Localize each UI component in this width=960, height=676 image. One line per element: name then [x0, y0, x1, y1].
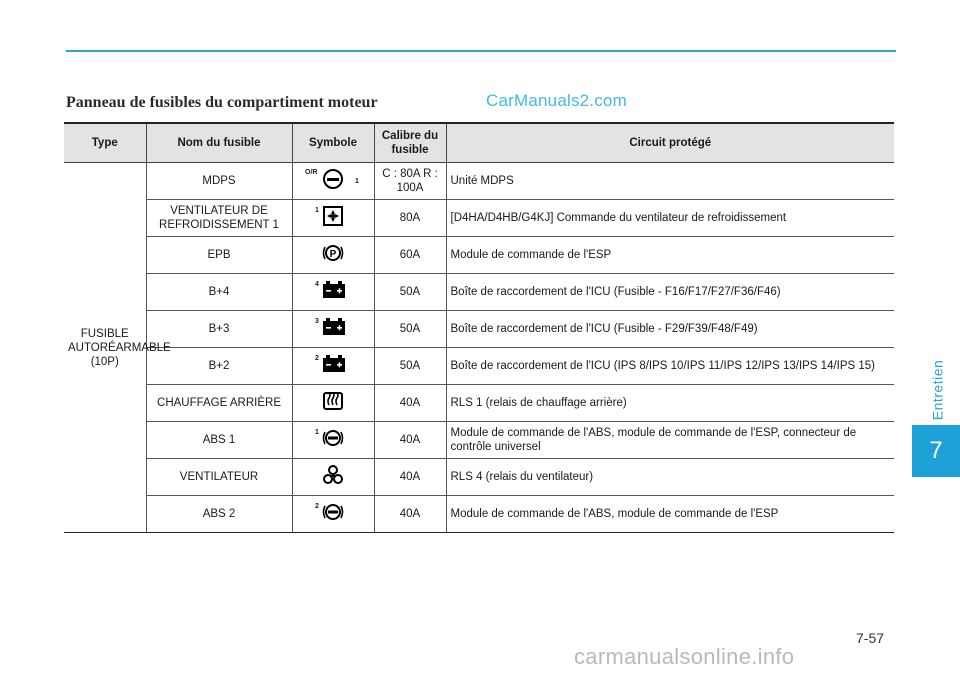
symbol-cell — [292, 163, 374, 200]
symbol-cell — [292, 459, 374, 496]
header-rating: Calibre du fusible — [374, 123, 446, 163]
fuse-name: B+3 — [146, 311, 292, 348]
fuse-circuit: Boîte de raccordement de l'ICU (IPS 8/IPS 10/IPS 11/IPS 12/IPS 13/IPS 14/IPS 15) — [446, 348, 894, 385]
table-row — [64, 311, 894, 348]
fuse-rating: 40A — [374, 385, 446, 422]
battery-icon — [322, 279, 346, 301]
table-row — [64, 496, 894, 533]
fuse-circuit: Module de commande de l'ESP — [446, 237, 894, 274]
fuse-circuit: Module de commande de l'ABS, module de commande de l'ESP, connecteur de contrôle universel — [446, 422, 894, 459]
symbol-cell — [292, 496, 374, 533]
type-cell: FUSIBLE AUTORÉARMABLE (10P) — [64, 163, 146, 533]
fuse-circuit: Boîte de raccordement de l'ICU (Fusible - F16/F17/F27/F36/F46) — [446, 274, 894, 311]
symbol-prefix: 3 — [315, 318, 319, 325]
symbol-prefix: 4 — [315, 281, 319, 288]
fuse-rating: C : 80A R : 100A — [374, 163, 446, 200]
fuse-rating: 60A — [374, 237, 446, 274]
fuse-circuit: Boîte de raccordement de l'ICU (Fusible - F29/F39/F48/F49) — [446, 311, 894, 348]
header-circuit: Circuit protégé — [446, 123, 894, 163]
side-label-text: Entretien — [929, 359, 946, 421]
footer-watermark: carmanualsonline.info — [574, 644, 795, 669]
fuse-circuit: [D4HA/D4HB/G4KJ] Commande du ventilateur de refroidissement — [446, 200, 894, 237]
battery-icon — [322, 353, 346, 375]
side-label — [922, 360, 952, 420]
symbol-cell — [292, 311, 374, 348]
page-number: 7-57 — [856, 630, 885, 646]
symbol-suffix: 1 — [355, 178, 359, 185]
table-row — [64, 422, 894, 459]
fuse-rating: 40A — [374, 459, 446, 496]
watermark: CarManuals2.com — [486, 91, 627, 110]
abs-icon — [322, 427, 344, 449]
table-row — [64, 385, 894, 422]
symbol-prefix: 2 — [315, 355, 319, 362]
fuse-table — [64, 122, 894, 533]
table-row — [64, 237, 894, 274]
table-row — [64, 200, 894, 237]
fuse-name: ABS 1 — [146, 422, 292, 459]
fuse-name: VENTILATEUR DE REFROIDISSEMENT 1 — [146, 200, 292, 237]
fuse-circuit: RLS 4 (relais du ventilateur) — [446, 459, 894, 496]
chapter-number: 7 — [912, 425, 960, 477]
symbol-cell — [292, 237, 374, 274]
fuse-name: B+4 — [146, 274, 292, 311]
fan-icon — [322, 464, 344, 486]
fuse-rating: 40A — [374, 496, 446, 533]
header-name: Nom du fusible — [146, 123, 292, 163]
section-title: Panneau de fusibles du compartiment moteur — [66, 94, 378, 111]
table-header-row — [64, 123, 894, 163]
fuse-rating: 50A — [374, 274, 446, 311]
header-type: Type — [64, 123, 146, 163]
symbol-prefix: 1 — [315, 207, 319, 214]
fuse-table-body — [64, 163, 894, 533]
epb-icon — [322, 242, 344, 264]
svg-text:P: P — [329, 249, 337, 260]
fuse-name: ABS 2 — [146, 496, 292, 533]
symbol-cell — [292, 385, 374, 422]
fuse-rating: 80A — [374, 200, 446, 237]
fuse-name: VENTILATEUR — [146, 459, 292, 496]
table-row — [64, 163, 894, 200]
battery-icon — [322, 316, 346, 338]
top-rule — [66, 50, 896, 52]
table-row — [64, 459, 894, 496]
fuse-name: CHAUFFAGE ARRIÈRE — [146, 385, 292, 422]
cooling-fan-icon — [322, 205, 344, 227]
fuse-rating: 50A — [374, 348, 446, 385]
symbol-cell — [292, 200, 374, 237]
fuse-name: B+2 — [146, 348, 292, 385]
fuse-name: EPB — [146, 237, 292, 274]
symbol-prefix: 2 — [315, 503, 319, 510]
fuse-circuit: RLS 1 (relais de chauffage arrière) — [446, 385, 894, 422]
fuse-name: MDPS — [146, 163, 292, 200]
abs-icon — [322, 501, 344, 523]
symbol-cell — [292, 274, 374, 311]
rear-defrost-icon — [322, 390, 344, 412]
symbol-cell — [292, 348, 374, 385]
header-symbol: Symbole — [292, 123, 374, 163]
fuse-rating: 40A — [374, 422, 446, 459]
symbol-prefix: 1 — [315, 429, 319, 436]
table-row — [64, 348, 894, 385]
fuse-rating: 50A — [374, 311, 446, 348]
symbol-cell — [292, 422, 374, 459]
fuse-circuit: Module de commande de l'ABS, module de commande de l'ESP — [446, 496, 894, 533]
symbol-prefix: O/R — [305, 169, 318, 176]
fuse-circuit: Unité MDPS — [446, 163, 894, 200]
table-row — [64, 274, 894, 311]
mdps-icon — [322, 168, 344, 190]
